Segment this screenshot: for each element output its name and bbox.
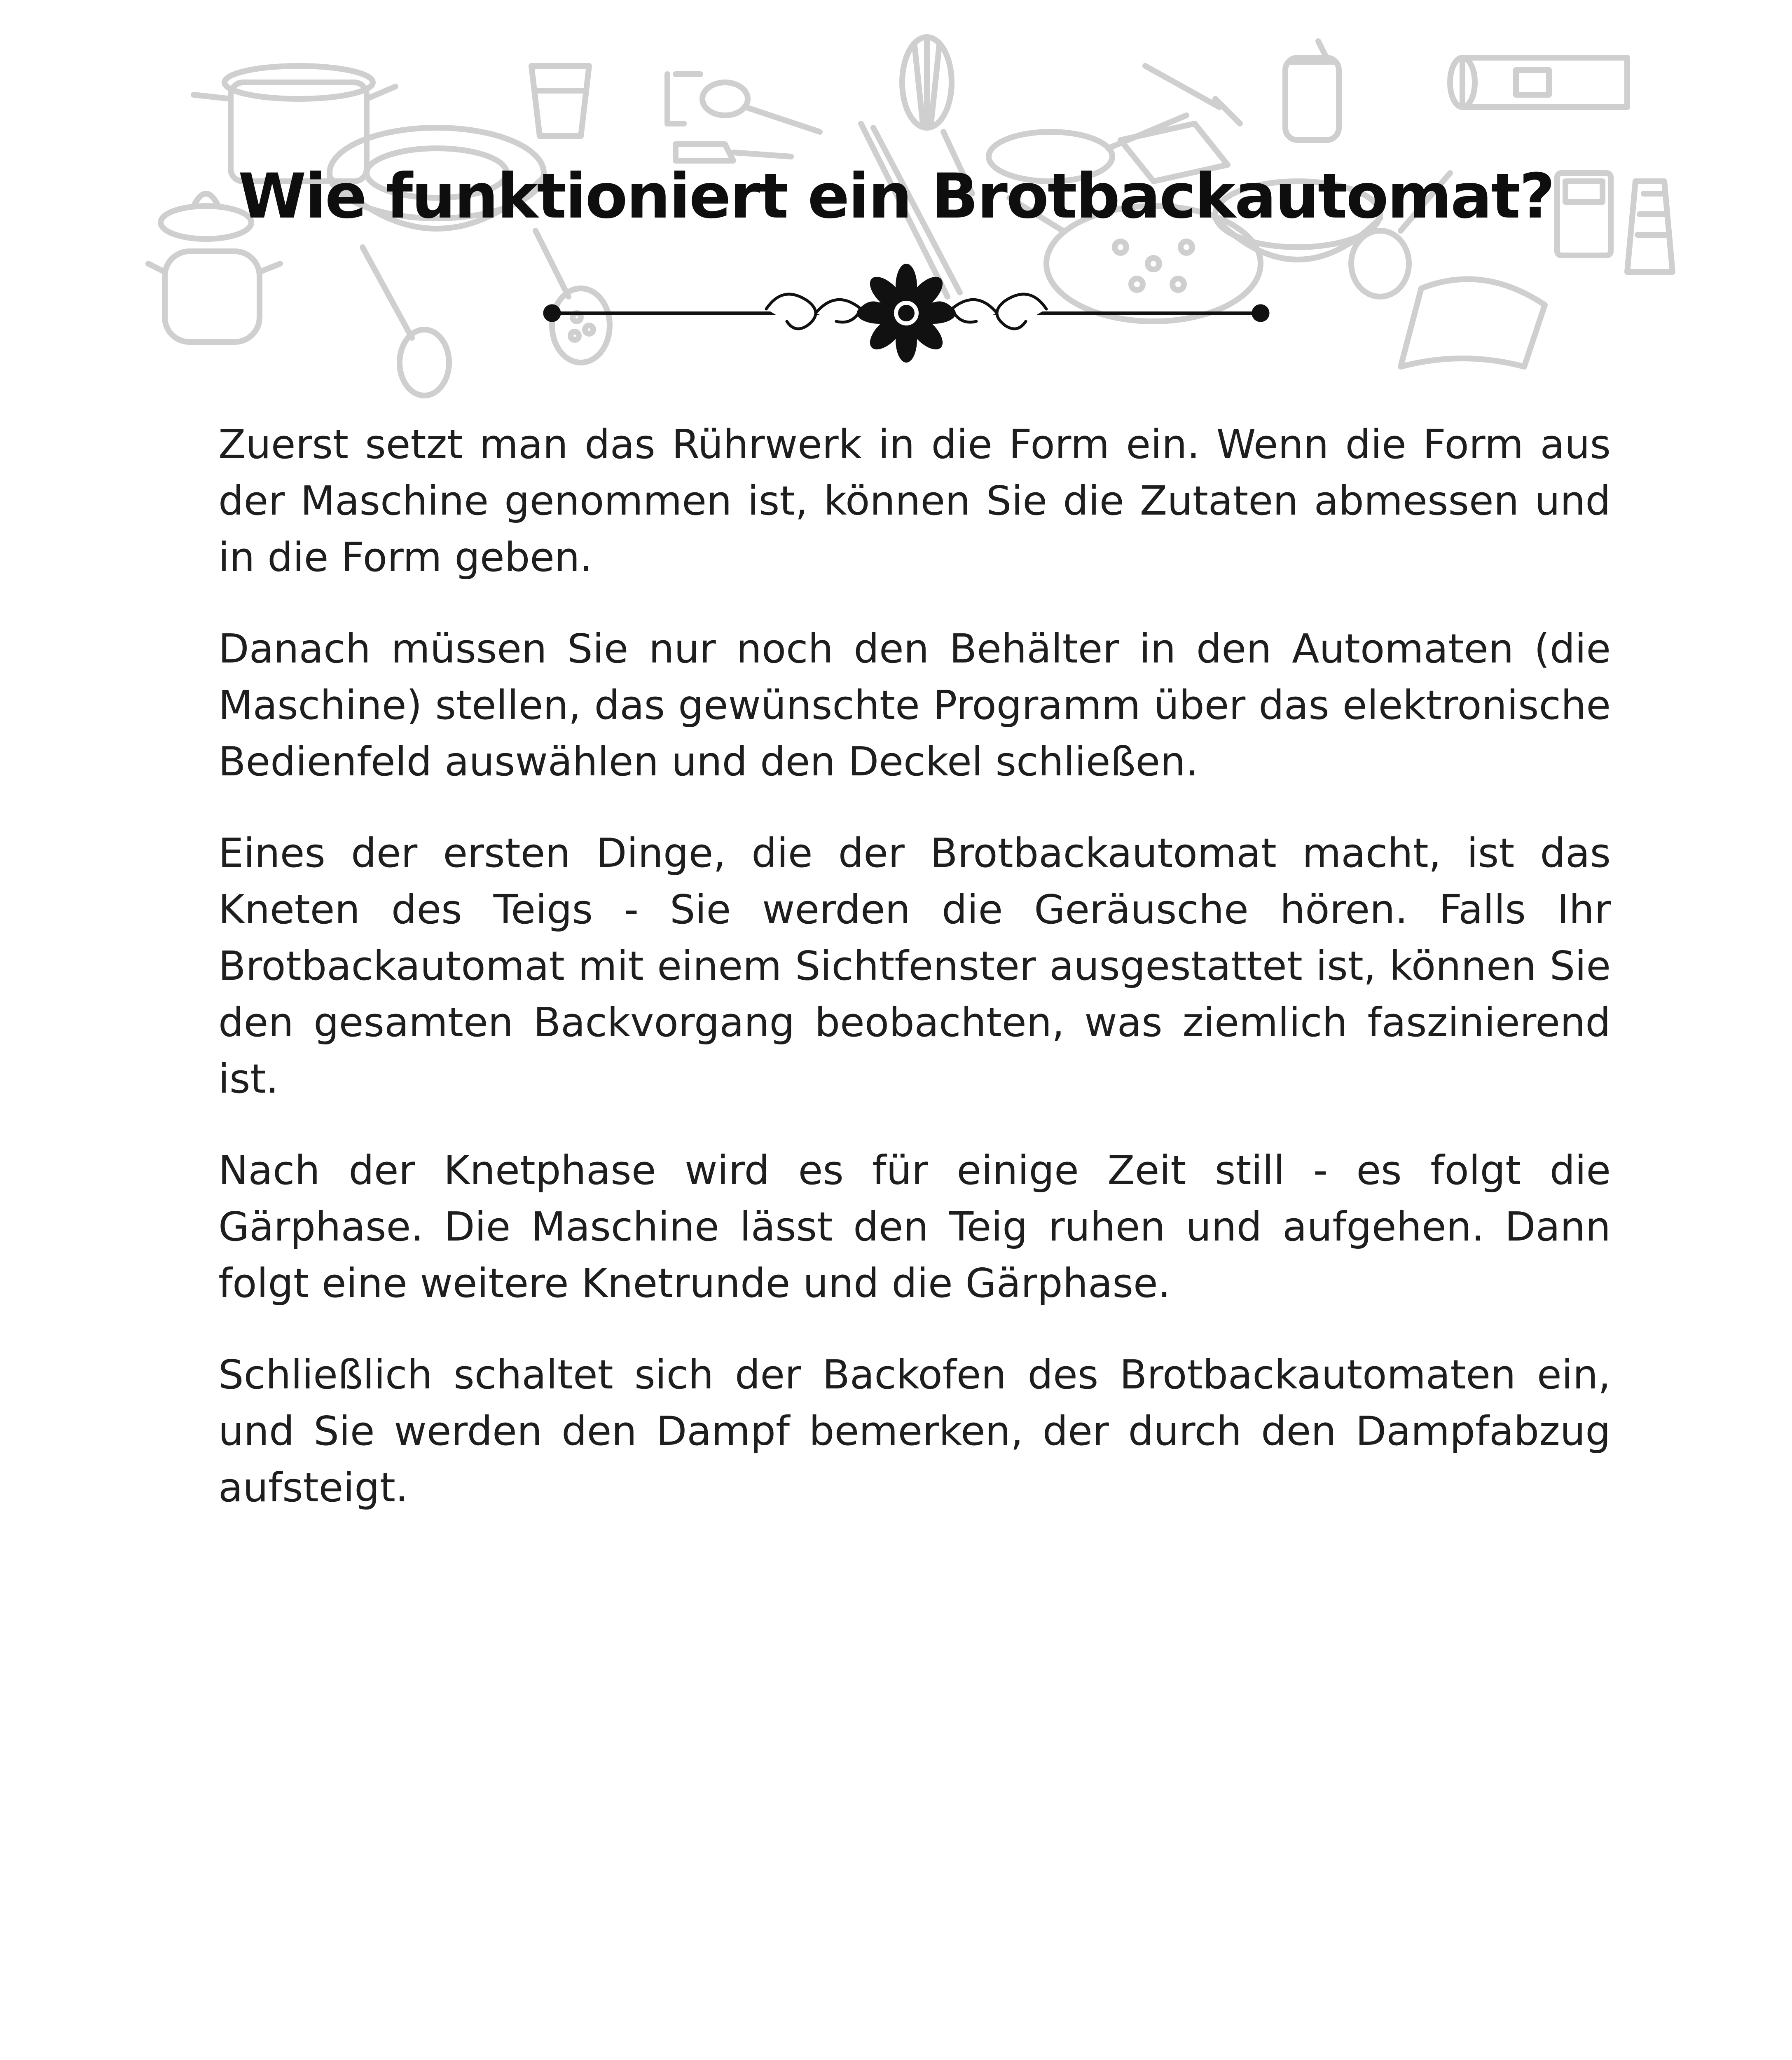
ladle-icon	[363, 247, 449, 396]
paragraph: Danach müssen Sie nur noch den Behälter in den Automaten (die Maschine) stellen, das gewünschte Programm über das elektronische Bedienfeld auswählen und den Deckel schließen.	[218, 625, 1611, 785]
flower-icon	[857, 264, 956, 363]
knife-icon	[676, 144, 791, 161]
cake-ring-icon	[1450, 58, 1627, 107]
article-body	[218, 416, 1611, 1551]
paragraph: Eines der ersten Dinge, die der Brotbackautomat macht, ist das Kneten des Teigs - Sie werden die Geräusche hören. Falls Ihr Brotbackautomat mit einem Sichtfenster ausgestattet ist, können Sie den gesamten Backvorgang beobachten, was ziemlich faszinierend ist.	[218, 830, 1611, 1102]
cloth-icon	[1401, 279, 1545, 367]
title-divider-ornament	[536, 264, 1277, 363]
jar-icon	[1285, 41, 1339, 140]
paragraph: Schließlich schaltet sich der Backofen des Brotbackautomaten ein, und Sie werden den Dampf bemerken, der durch den Dampfabzug aufsteigt.	[218, 1351, 1611, 1511]
paragraph: Nach der Knetphase wird es für einige Zeit still - es folgt die Gärphase. Die Maschine lässt den Teig ruhen und aufgehen. Dann folgt eine weitere Knetrunde und die Gärphase.	[218, 1147, 1611, 1306]
spoon-icon	[667, 74, 820, 132]
page-title: Wie funktioniert ein Brotbackautomat?	[238, 161, 1554, 232]
peeler-icon	[1145, 66, 1240, 124]
glass-icon	[531, 66, 589, 136]
paragraph: Zuerst setzt man das Rührwerk in die Form ein. Wenn die Form aus der Maschine genommen ist, können Sie die Zutaten abmessen und in die Form geben.	[218, 421, 1611, 581]
